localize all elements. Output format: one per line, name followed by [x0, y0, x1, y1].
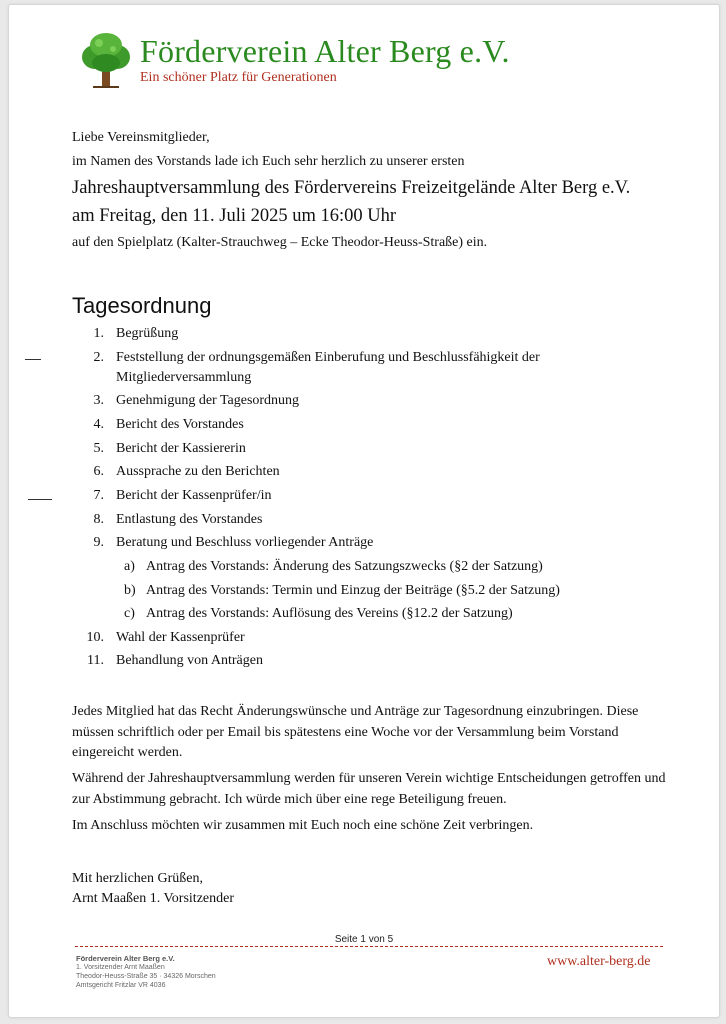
meeting-location: auf den Spielplatz (Kalter-Strauchweg – Ecke Theodor-Heuss-Straße) ein.: [72, 235, 488, 250]
footer-divider: [75, 946, 663, 947]
signature: Arnt Maaßen 1. Vorsitzender: [72, 891, 234, 906]
website-link[interactable]: www.alter-berg.de: [547, 954, 651, 969]
paragraph-amendments: Jedes Mitglied hat das Recht Änderungswünsche und Anträge zur Tagesordnung einzubringen. Diese müssen schriftlich oder per Email bis spätestens eine Woche vor der Versammlung beim Vorstand eingereicht werden.: [72, 704, 639, 760]
footer-org: Förderverein Alter Berg e.V.: [76, 954, 175, 963]
margin-mark: [25, 359, 41, 360]
meeting-title: Jahreshauptversammlung des Fördervereins Freizeitgelände Alter Berg e.V.: [72, 178, 631, 198]
footer-court: Amtsgericht Fritzlar VR 4036: [76, 982, 166, 989]
margin-mark: [28, 499, 52, 500]
tree-icon: [79, 31, 133, 89]
footer-chair: 1. Vorsitzender Arnt Maaßen: [76, 964, 165, 971]
document-page: Förderverein Alter Berg e.V. Ein schöner Platz für Generationen Liebe Vereinsmitglieder, im Namen des Vorstands lade ich Euch sehr herzlich zu unserer ersten Jahreshauptversammlung des Fördervereins Freizeitgelände Alter Berg e.V. am Freitag, den 11. Juli 2025 um 16:00 Uhr auf den Spielplatz (Kalter-Strauchweg – Ecke Theodor-Heuss-Straße) ein. Tagesordnung 1. Begrüßung 2. Feststellung der ordnungsgemäßen Einberufung und Beschlussfähigkeit der Mitgliederversammlung 3. Genehmigung der Tagesordnung 4. Bericht des Vorstandes 5. Bericht der Kassiererin 6. Aussprache zu den Berichten 7. Bericht der Kassenprüfer/in 8. Entlastung des Vorstandes 9. Beratung und Beschluss vorliegender Anträge a) Antrag des Vorstands: Änderung des Satzungszwecks (§2 der Satzung) b) Antrag des Vorstands: Termin und Einzug der Beiträge (§5.2 der Satzung) c) Antrag des Vorstands: Auflösung des Vereins (§12.2 der Satzung) 10. Wahl der Kassenprüfer 11. Behandlung von Anträgen Jedes Mitglied hat das Recht Änderungswünsche und Anträge zur Tagesordnung einzubringen. Diese müssen schriftlich oder per Email bis spätestens eine Woche vor der Versammlung beim Vorstand eingereicht werden. Während der Jahreshauptversammlung werden für unseren Verein wichtige Entscheidungen getroffen und zur Abstimmung gebracht. Ich würde mich über eine rege Beteiligung freuen. Im Anschluss möchten wir zusammen mit Euch noch eine schöne Zeit verbringen. Mit herzlichen Grüßen, Arnt Maaßen 1. Vorsitzender Seite 1 von 5 Förderverein Alter Berg e.V. 1. Vorsitzender Arnt Maaßen Theodor-Heuss-Straße 35 · 34326 Morschen Amtsgericht Fritzlar VR 4036 www.alter-berg.de: [8, 4, 720, 1018]
footer-address-block: [76, 954, 216, 990]
org-tagline: Ein schöner Platz für Generationen: [140, 70, 337, 85]
page-number: Seite 1 von 5: [334, 934, 394, 945]
meeting-date: am Freitag, den 11. Juli 2025 um 16:00 Uhr: [72, 206, 397, 226]
paragraph-closing: Im Anschluss möchten wir zusammen mit Euch noch eine schöne Zeit verbringen.: [72, 818, 534, 833]
agenda-heading: Tagesordnung: [72, 293, 212, 318]
intro-line: im Namen des Vorstands lade ich Euch sehr herzlich zu unserer ersten: [72, 154, 465, 169]
greeting: Liebe Vereinsmitglieder,: [72, 130, 210, 145]
footer-address: Theodor-Heuss-Straße 35 · 34326 Morschen: [76, 973, 216, 980]
org-name: Förderverein Alter Berg e.V.: [140, 33, 510, 69]
paragraph-decisions: Während der Jahreshauptversammlung werden für unseren Verein wichtige Entscheidungen getroffen und zur Abstimmung gebracht. Ich würde mich über eine rege Beteiligung freuen.: [72, 771, 666, 807]
salutation: Mit herzlichen Grüßen,: [72, 871, 204, 886]
